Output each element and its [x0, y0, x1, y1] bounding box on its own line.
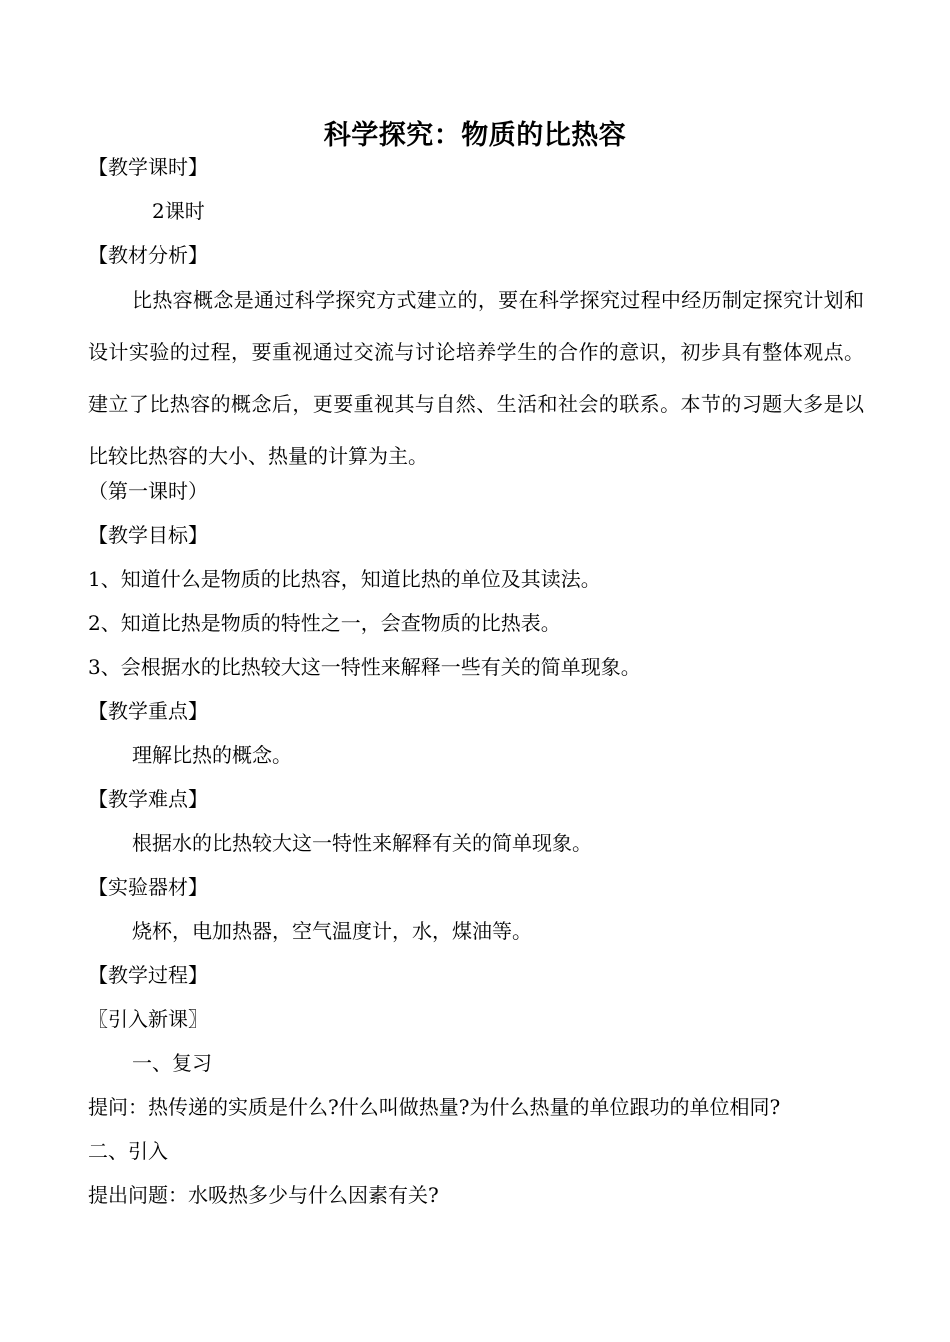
- intro-heading: 二、引入: [88, 1139, 168, 1163]
- review-heading: 一、复习: [132, 1051, 212, 1075]
- first-lesson-label: （第一课时）: [88, 479, 208, 503]
- objective-item: 1、知道什么是物质的比热容，知道比热的单位及其读法。: [88, 567, 601, 591]
- key-points-text: 理解比热的概念。: [132, 743, 292, 767]
- key-points-heading: 【教学重点】: [88, 699, 208, 723]
- page-title: 科学探究：物质的比热容: [323, 120, 627, 151]
- material-analysis-paragraph: 比热容概念是通过科学探究方式建立的，要在科学探究过程中经历制定探究计划和设计实验的过程，要重视通过交流与讨论培养学生的合作的意识，初步具有整体观点。建立了比热容的概念后，更要重视其与自然、生活和社会的联系。本节的习题大多是以比较比热容的大小、热量的计算为主。: [88, 288, 864, 468]
- equipment-text: 烧杯，电加热器，空气温度计，水，煤油等。: [132, 919, 532, 943]
- new-lesson-label: 〖引入新课〗: [88, 1007, 208, 1031]
- objectives-heading: 【教学目标】: [88, 523, 208, 547]
- difficulties-heading: 【教学难点】: [88, 787, 208, 811]
- difficulties-text: 根据水的比热较大这一特性来解释有关的简单现象。: [132, 831, 592, 855]
- review-question: 提问：热传递的实质是什么?什么叫做热量?为什么热量的单位跟功的单位相同?: [88, 1095, 781, 1119]
- equipment-heading: 【实验器材】: [88, 875, 208, 899]
- objective-item: 3、会根据水的比热较大这一特性来解释一些有关的简单现象。: [88, 655, 641, 679]
- class-hours-value: 2课时: [152, 199, 205, 223]
- material-analysis-heading: 【教材分析】: [88, 243, 208, 267]
- objective-item: 2、知道比热是物质的特性之一，会查物质的比热表。: [88, 611, 561, 635]
- class-hours-heading: 【教学课时】: [88, 155, 208, 179]
- process-heading: 【教学过程】: [88, 963, 208, 987]
- intro-question: 提出问题：水吸热多少与什么因素有关?: [88, 1183, 439, 1207]
